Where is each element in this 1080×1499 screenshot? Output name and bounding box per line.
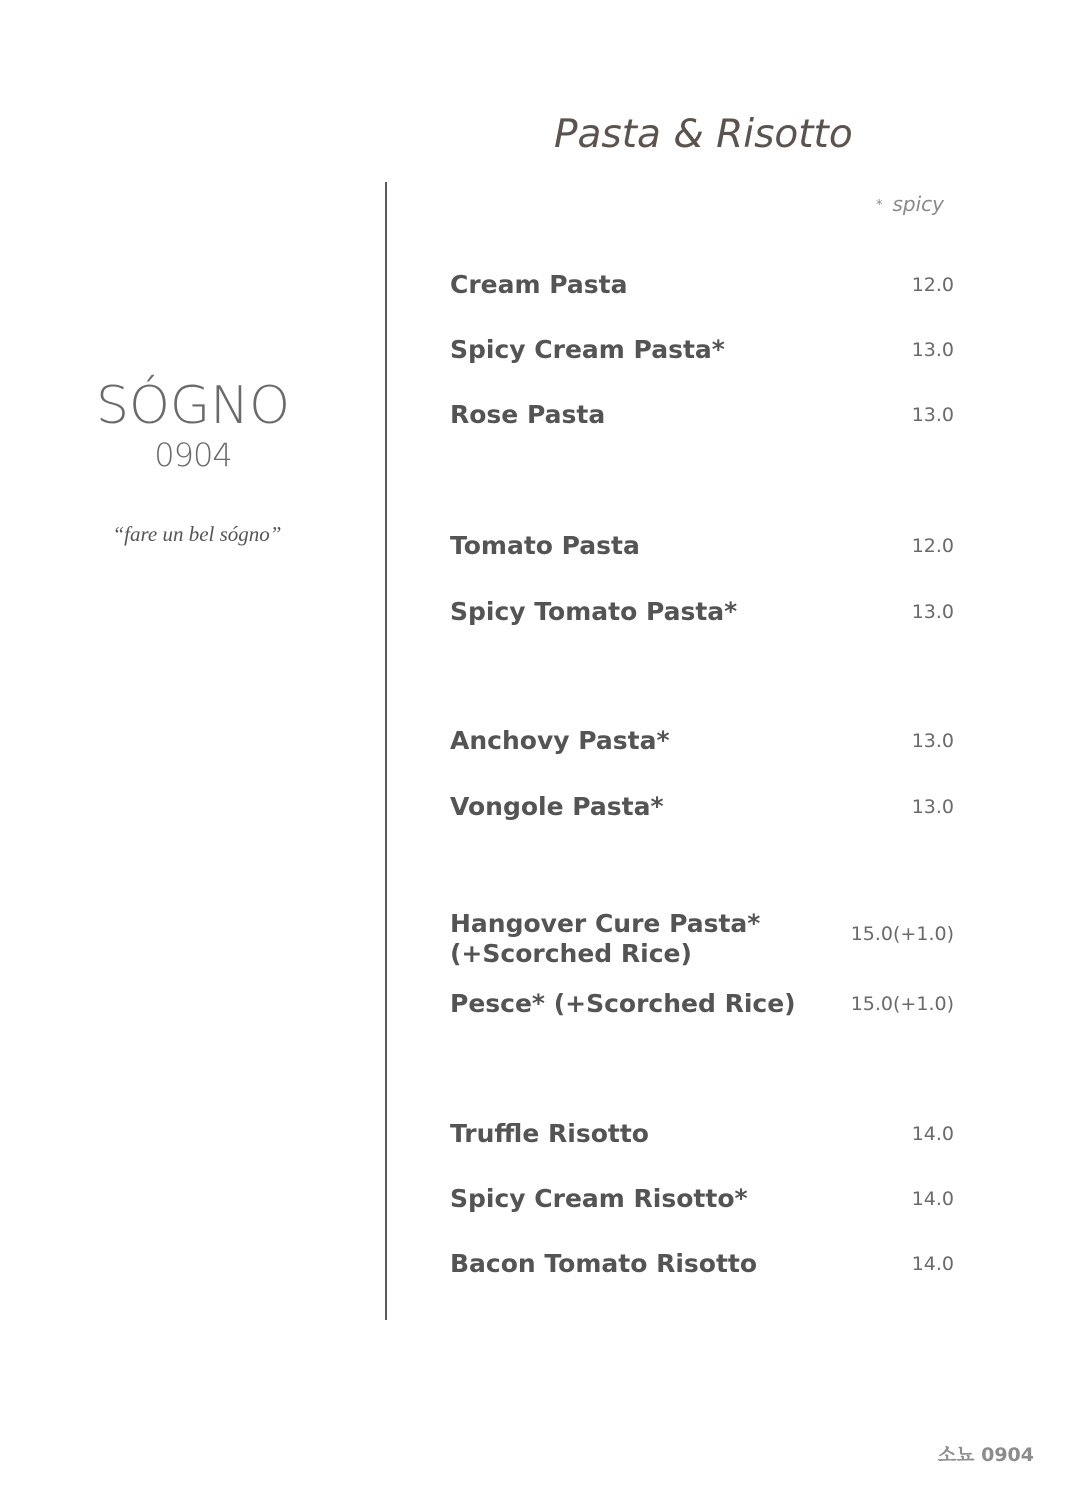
menu-item-price: 15.0(+1.0) [850, 923, 954, 945]
menu-item-price: 13.0 [911, 404, 954, 426]
menu-item-name: Bacon Tomato Risotto [450, 1249, 758, 1278]
menu-item-name: Spicy Tomato Pasta* [450, 597, 738, 626]
menu-item-price: 13.0 [911, 730, 954, 752]
menu-item-price: 12.0 [911, 535, 954, 557]
menu-item-price: 14.0 [911, 1253, 954, 1275]
spicy-legend-label: spicy [892, 192, 945, 216]
brand-logo [0, 375, 386, 473]
menu-item-name: Tomato Pasta [450, 531, 640, 560]
menu-item-price: 13.0 [911, 796, 954, 818]
brand-name: SÓGNO [95, 376, 291, 436]
vertical-divider [385, 182, 387, 1320]
menu-item-name: Anchovy Pasta* [450, 726, 670, 755]
spicy-legend-symbol: * [876, 198, 883, 213]
menu-item-name [450, 909, 760, 969]
menu-item-name: Spicy Cream Risotto* [450, 1184, 748, 1213]
menu-item-price: 13.0 [911, 601, 954, 623]
brand-number: 0904 [154, 436, 232, 474]
menu-item-name: Vongole Pasta* [450, 792, 664, 821]
menu-item-name: Cream Pasta [450, 270, 628, 299]
menu-item-price: 14.0 [911, 1188, 954, 1210]
section-title: Pasta & Risotto [554, 112, 853, 157]
menu-item-price: 12.0 [911, 274, 954, 296]
brand-tagline: “fare un bel sógno” [112, 522, 282, 546]
menu-item-name: Rose Pasta [450, 400, 606, 429]
menu-item-name: Spicy Cream Pasta* [450, 335, 725, 364]
menu-item-price: 15.0(+1.0) [850, 993, 954, 1015]
menu-item-price: 14.0 [911, 1123, 954, 1145]
menu-item-price: 13.0 [911, 339, 954, 361]
footer-brand-mark: 소뇨 0904 [937, 1444, 1034, 1466]
menu-item-name: Truffle Risotto [450, 1119, 649, 1148]
menu-item-name: Pesce* (+Scorched Rice) [450, 989, 796, 1018]
menu-item-name-line2: (+Scorched Rice) [450, 939, 692, 968]
spicy-legend [876, 192, 944, 216]
menu-item-name-line1: Hangover Cure Pasta* [450, 909, 761, 938]
